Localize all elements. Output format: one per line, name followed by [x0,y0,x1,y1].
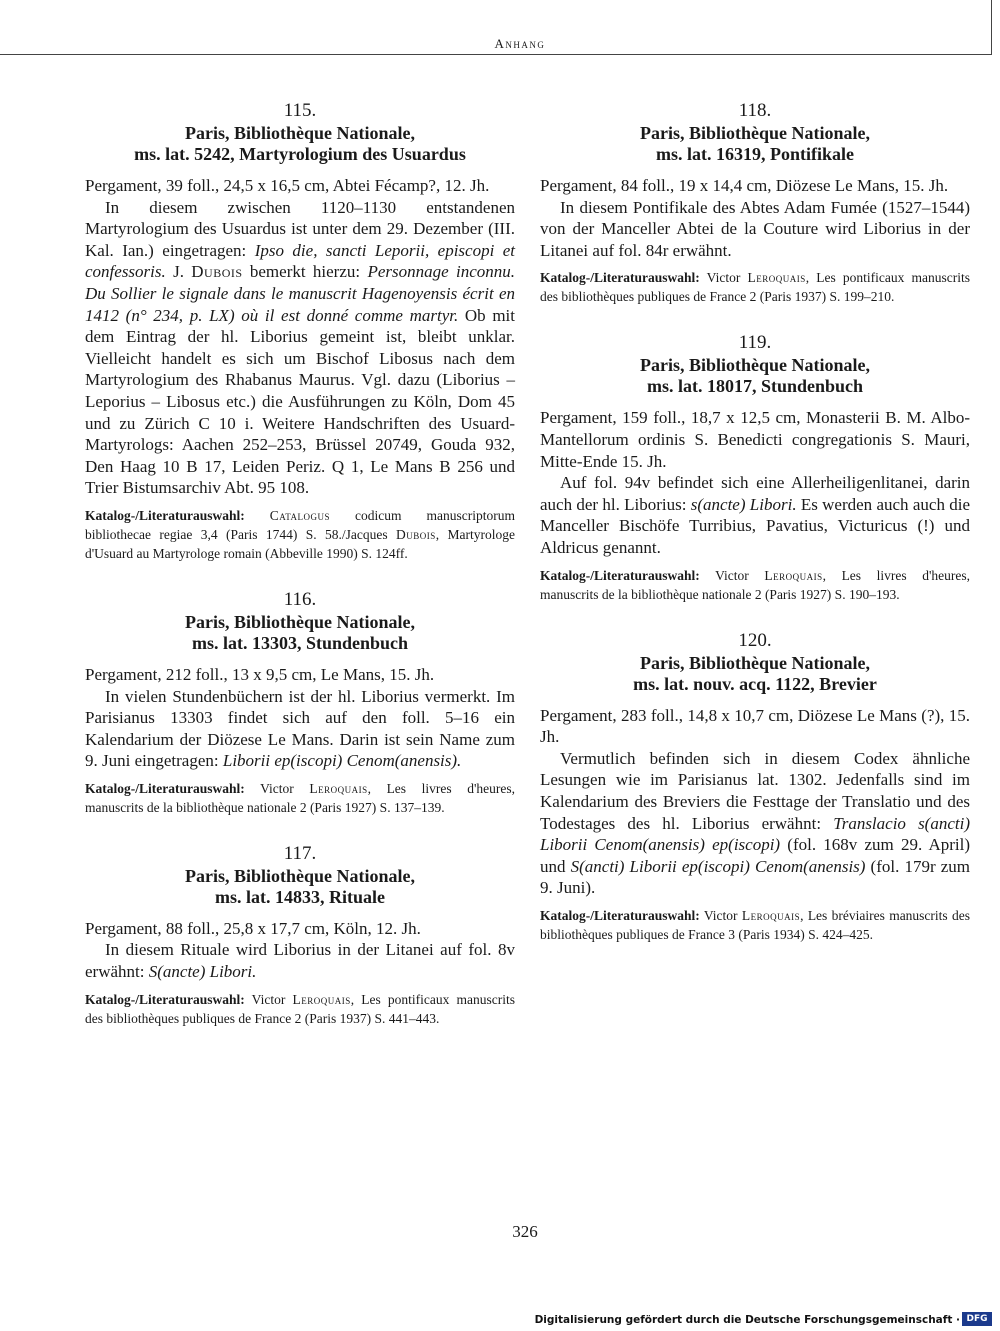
quotation: S(ancti) Liborii ep(iscopi) Cenom(anensis) [570,856,866,876]
physical-description: Pergament, 159 foll., 18,7 x 12,5 cm, Monasterii B. M. Albo-Mantellorum ordinis S. Benedicti congregationis S. Mauri, Mitte-Ende 15. Jh. [540,408,970,471]
literature-label: Katalog-/Literaturauswahl: [85,780,245,796]
entry-title-line-2: ms. lat. 18017, Stundenbuch [646,376,864,397]
literature-note [85,506,515,563]
author-name: Catalogus [269,507,331,523]
literature-label: Katalog-/Literaturauswahl: [540,907,700,923]
text-run: , Les livres d'heures, manuscrits de la bibliothèque nationale 2 (Paris 1927) S. 137–139. [85,780,516,815]
text-run: (fol. 179r zum 9. Juni). [540,856,970,898]
quotation: Translacio s(ancti) Liborii Cenom(anensis) ep(iscopi) [540,813,970,855]
entry-paragraph [85,939,515,982]
literature-note [540,906,970,944]
text-run: In vielen Stundenbüchern ist der hl. Liborius vermerkt. Im Parisianus 13303 findet sich auf den foll. 5–16 ein Kalendarium der Diözese Le Mans. Darin ist sein Name zum 9. Juni eingetragen: [85,686,515,771]
literature-note [540,566,970,604]
physical-description: Pergament, 283 foll., 14,8 x 10,7 cm, Diözese Le Mans (?), 15. Jh. [540,705,970,747]
text-run: , Les bréviaires manuscrits des bibliothèques publiques de France 3 (Paris 1934) S. 424–425. [540,907,971,942]
entry-body [85,664,515,772]
entry-number: 116. [283,588,317,610]
entry-title [85,612,515,654]
entry-number: 115. [283,100,317,121]
entry-title [540,355,970,397]
physical-description: Pergament, 39 foll., 24,5 x 16,5 cm, Abtei Fécamp?, 12. Jh. [85,176,490,195]
entry-116 [85,589,515,817]
entry-title [540,123,970,165]
text-run: (fol. 168v zum 29. April) und [540,835,970,876]
running-head: Anhang [494,36,546,51]
text-run: In diesem Rituale wird Liborius in der Litanei auf fol. 8v erwähnt: [85,940,515,982]
entry-body [85,918,515,983]
entry-title-line-1: Paris, Bibliothèque Nationale, [184,611,415,632]
left-column [85,100,515,1054]
entry-117 [85,843,515,1028]
quotation: s(ancte) Libori. [690,494,797,514]
quotation: Ipso die, sancti Leporii, episcopi et confessoris. [85,240,515,282]
entry-118 [540,100,970,306]
literature-label: Katalog-/Literaturauswahl: [85,507,245,523]
entry-title-line-2: ms. lat. 16319, Pontifikale [656,144,854,164]
literature-label: Katalog-/Literaturauswahl: [85,991,245,1007]
entry-title-line-1: Paris, Bibliothèque Nationale, [639,652,870,673]
right-column [540,100,970,970]
entry-title-line-2: ms. lat. nouv. acq. 1122, Brevier [633,673,877,694]
text-run: codicum manuscriptorum bibliothecae regiae 3,4 (Paris 1744) S. 58./Jacques [85,507,516,542]
entry-title-line-2: ms. lat. 5242, Martyrologium des Usuardus [134,144,466,164]
entry-number: 118. [738,100,772,121]
entry-body [540,705,970,899]
text-run: Victor [699,567,765,583]
author-name: Leroquais [764,567,823,583]
entry-title [85,866,515,908]
entry-120 [540,630,970,944]
entry-body [540,407,970,558]
entry-body [85,175,515,499]
entry-paragraph: In diesem Pontifikale des Abtes Adam Fumée (1527–1544) von der Manceller Abtei de la Couture wird Liborius in der Litanei auf fol. 84r erwähnt. [540,197,970,260]
author-name: Leroquais [309,780,368,796]
text-run: bemerkt hierzu: [242,262,368,282]
entry-title-line-1: Paris, Bibliothèque Nationale, [184,123,415,143]
text-run: Vermutlich befinden sich in diesem Codex ähnliche Lesungen wie im Parisianus lat. 1302. Jedenfalls sind im Kalendarium des Breviers die Festtage der Translatio und des Todestages des hl. Liborius erwähnt: [540,748,970,833]
author-name: Dubois [191,262,243,282]
literature-note [85,990,515,1028]
entry-paragraph [85,197,515,499]
text-run: Victor [699,907,742,923]
literature-label: Katalog-/Literaturauswahl: [540,567,700,583]
entry-title [85,123,515,165]
author-name: Leroquais [741,907,801,923]
text-run: Es werden auch auch die Manceller Bischöfe Turribius, Pavatius, Victuricus (!) und Aldricus genannt. [540,494,970,557]
entry-body [540,175,970,261]
text-run: , Martyrologe d'Usuard au Martyrologe romain (Abbeville 1990) S. 124ff. [85,526,515,561]
entry-number: 120. [738,629,772,651]
entry-title-line-1: Paris, Bibliothèque Nationale, [184,865,415,886]
quotation: Liborii ep(iscopi) Cenom(anensis). [222,751,462,771]
entry-number: 119. [738,332,772,354]
entry-paragraph [85,686,515,772]
text-run: Victor [244,991,293,1007]
text-run: , Les pontificaux manuscrits des bibliothèques publiques de France 2 (Paris 1937) S. 441–443. [85,991,516,1026]
quotation: S(ancte) Libori. [148,962,257,982]
text-run: , Les pontificaux manuscrits des bibliothèques publiques de France 2 (Paris 1937) S. 199–210. [540,270,971,305]
entry-paragraph [540,472,970,558]
digitization-credit: Digitalisierung gefördert durch die Deutsche Forschungsgemeinschaft · [534,1314,960,1326]
physical-description: Pergament, 212 foll., 13 x 9,5 cm, Le Mans, 15. Jh. [85,664,435,684]
author-name: Leroquais [292,991,351,1007]
entry-title-line-2: ms. lat. 13303, Stundenbuch [191,632,409,653]
text-run: In diesem zwischen 1120–1130 entstandenen Martyrologium des Usuardus ist unter dem 29. Dezember (III. Kal. Ian.) eingetragen: [85,197,515,260]
entry-title-line-2: ms. lat. 14833, Rituale [215,886,385,907]
text-run: Victor [244,780,310,796]
text-run: Ob mit dem Eintrag der hl. Liborius gemeint ist, bleibt unklar. Vielleicht handelt es sich um Bischof Libosus nach dem Martyrologium des Rhabanus Maurus. Vgl. dazu (Liborius – Leporius – Libosus etc.) die Ausführungen zu Köln, Dom 45 und zu Zürich C 10 i. Weitere Handschriften des Usuard-Martyrologs: Aachen 252–253, Brüssel 20749, Gouda 932, Den Haag 10 B 17, Leiden Periz. Q 1, Le Mans B 256 und Trier Bistumsarchiv Abt. 95 108. [85,305,516,498]
text-run: J. [165,262,192,282]
literature-note [540,268,970,306]
entry-119 [540,332,970,603]
entry-title [540,653,970,695]
text-run: Victor [699,270,748,286]
dfg-logo-icon: DFG [962,1312,992,1326]
physical-description: Pergament, 84 foll., 19 x 14,4 cm, Diözese Le Mans, 15. Jh. [540,176,949,195]
text-run: Auf fol. 94v befindet sich eine Allerheiligenlitanei, darin auch der hl. Liborius: [540,473,970,514]
quotation: Personnage inconnu. Du Sollier le signale dans le manuscrit Hagenoyensis écrit en 1412 (n° 234, p. LX) où il est donné comme martyr. [85,262,515,325]
literature-note [85,779,515,817]
physical-description: Pergament, 88 foll., 25,8 x 17,7 cm, Köln, 12. Jh. [85,918,421,938]
entry-number: 117. [283,842,317,864]
author-name: Dubois [395,526,436,542]
entry-title-line-1: Paris, Bibliothèque Nationale, [639,123,870,143]
page-number: 326 [512,1222,538,1241]
entry-paragraph [540,748,970,899]
literature-label: Katalog-/Literaturauswahl: [540,270,700,286]
entry-title-line-1: Paris, Bibliothèque Nationale, [639,355,870,376]
author-name: Leroquais [747,270,806,286]
entry-115 [85,100,515,563]
text-run: , Les livres d'heures, manuscrits de la bibliothèque nationale 2 (Paris 1927) S. 190–193. [540,567,971,602]
